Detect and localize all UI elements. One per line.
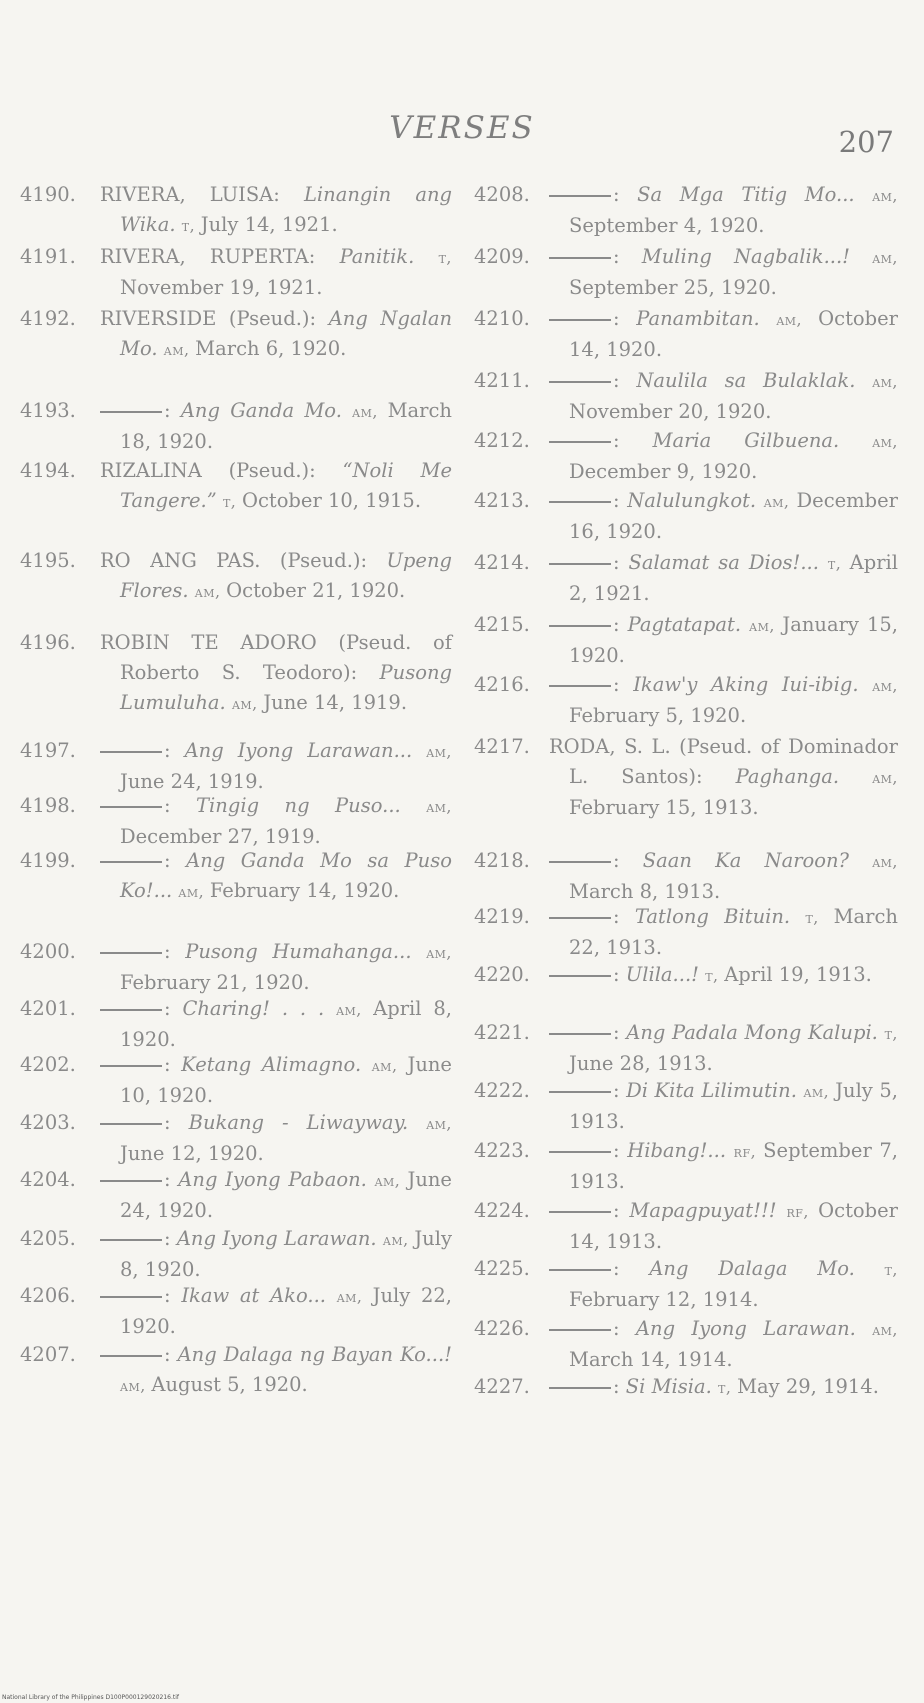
entry-title: Ketang Alimagno. <box>181 1053 372 1076</box>
page-number: 207 <box>838 125 894 159</box>
entry-date: October 14, 1920. <box>569 307 898 361</box>
entry-number: 4205. <box>20 1227 76 1250</box>
bibliography-entry: 4204. : Ang Iyong Pabaon. am, June 24, 1920. <box>20 1165 452 1226</box>
entry-source: t, <box>805 908 834 927</box>
entry-number: 4202. <box>20 1053 76 1076</box>
entry-number: 4193. <box>20 399 76 422</box>
ditto-dash <box>100 952 162 954</box>
entry-title: “Noli Me Tangere.” <box>120 459 452 512</box>
entry-date: June 12, 1920. <box>120 1142 264 1165</box>
bibliography-entry: 4208. : Sa Mga Titig Mo... am, September 4, 1920. <box>474 180 898 241</box>
ditto-dash <box>549 1329 611 1331</box>
entry-title: Muling Nagbalik...! <box>641 245 873 268</box>
bibliography-entry: 4199. : Ang Ganda Mo sa Puso Ko!... am, February 14, 1920. <box>20 846 452 907</box>
entry-title: Salamat sa Dios!... <box>628 551 828 574</box>
entry-source: t, <box>827 554 850 573</box>
entry-number: 4214. <box>474 551 530 574</box>
entry-title: Paghanga. <box>735 765 873 788</box>
entry-source: am, <box>872 432 898 451</box>
entry-date: March 14, 1914. <box>569 1348 733 1371</box>
bibliography-entry: 4226. : Ang Iyong Larawan. am, March 14, 1914. <box>474 1314 898 1375</box>
entry-number: 4212. <box>474 429 530 452</box>
entry-title: Ulila...! <box>625 963 706 986</box>
bibliography-entry: 4212. : Maria Gilbuena. am, December 9, 1920. <box>474 426 898 487</box>
entry-author: RIVERA, LUISA: <box>100 183 304 206</box>
entry-date: February 15, 1913. <box>569 796 759 819</box>
entry-number: 4208. <box>474 183 530 206</box>
entry-date: December 9, 1920. <box>569 460 758 483</box>
entry-number: 4223. <box>474 1139 530 1162</box>
entry-source: am, <box>374 1171 408 1190</box>
ditto-dash <box>100 751 162 753</box>
entry-date: July 8, 1920. <box>120 1227 452 1281</box>
entry-title: Naulila sa Bulaklak. <box>636 369 873 392</box>
entry-date: August 5, 1920. <box>151 1373 308 1396</box>
bibliography-entry: 4225. : Ang Dalaga Mo. t, February 12, 1914. <box>474 1254 898 1315</box>
ditto-dash <box>100 806 162 808</box>
entry-date: February 5, 1920. <box>569 704 747 727</box>
entry-number: 4201. <box>20 997 76 1020</box>
ditto-dash <box>549 1033 611 1035</box>
entry-date: April 8, 1920. <box>120 997 452 1051</box>
bibliography-entry: 4206. : Ikaw at Ako... am, July 22, 1920. <box>20 1281 452 1342</box>
entry-author: RIVERA, RUPERTA: <box>100 245 340 268</box>
bibliography-entry: 4211. : Naulila sa Bulaklak. am, November 20, 1920. <box>474 366 898 427</box>
entry-title: Mapagpuyat!!! <box>629 1199 787 1222</box>
entry-number: 4199. <box>20 849 76 872</box>
entry-title: Ang Ganda Mo. <box>180 399 353 422</box>
entry-number: 4196. <box>20 631 76 654</box>
entry-source: am, <box>763 492 797 511</box>
bibliography-entry: 4227. : Si Misia. t, May 29, 1914. <box>474 1372 898 1403</box>
entry-number: 4200. <box>20 940 76 963</box>
ditto-dash <box>100 1123 162 1125</box>
entry-title: Bukang - Liwayway. <box>188 1111 427 1134</box>
entry-date: October 10, 1915. <box>241 489 422 512</box>
entry-source: am, <box>872 768 898 787</box>
ditto-dash <box>100 411 162 413</box>
entry-title: Si Misia. <box>625 1375 719 1398</box>
entry-title: Pusong Humahanga... <box>185 940 427 963</box>
ditto-dash <box>100 1355 162 1357</box>
entry-number: 4216. <box>474 673 530 696</box>
entry-number: 4222. <box>474 1079 530 1102</box>
entry-title: Tingig ng Puso... <box>196 794 427 817</box>
bibliography-entry: 4193. : Ang Ganda Mo. am, March 18, 1920. <box>20 396 452 457</box>
ditto-dash <box>549 1091 611 1093</box>
entry-date: June 24, 1920. <box>120 1168 452 1222</box>
ditto-dash <box>549 381 611 383</box>
ditto-dash <box>549 861 611 863</box>
entry-title: Ikaw at Ako... <box>181 1284 337 1307</box>
entry-number: 4213. <box>474 489 530 512</box>
entry-number: 4203. <box>20 1111 76 1134</box>
entry-title: Hibang!... <box>627 1139 734 1162</box>
bibliography-entry: 4219. : Tatlong Bituin. t, March 22, 1913. <box>474 902 898 963</box>
bibliography-entry: 4215. : Pagtatapat. am, January 15, 1920. <box>474 610 898 671</box>
ditto-dash <box>549 1211 611 1213</box>
entry-source: am, <box>872 852 898 871</box>
ditto-dash <box>549 1269 611 1271</box>
ditto-dash <box>100 1239 162 1241</box>
entry-date: June 14, 1919. <box>263 691 408 714</box>
entry-date: December 27, 1919. <box>120 825 321 848</box>
ditto-dash <box>549 1387 611 1389</box>
entry-author: RODA, S. L. (Pseud. of Dominador L. Santos): <box>549 735 898 788</box>
bibliography-entry: 4198. : Tingig ng Puso... am, December 27, 1919. <box>20 791 452 852</box>
entry-source: am, <box>872 186 898 205</box>
bibliography-entry: 4203. : Bukang - Liwayway. am, June 12, 1920. <box>20 1108 452 1169</box>
entry-number: 4224. <box>474 1199 530 1222</box>
entry-title: Pagtatapat. <box>627 613 750 636</box>
entry-source: am, <box>872 372 898 391</box>
ditto-dash <box>100 1180 162 1182</box>
ditto-dash <box>549 563 611 565</box>
ditto-dash <box>549 1151 611 1153</box>
entry-date: September 25, 1920. <box>569 276 777 299</box>
ditto-dash <box>549 501 611 503</box>
entry-date: October 21, 1920. <box>226 579 406 602</box>
entry-date: June 10, 1920. <box>120 1053 452 1107</box>
bibliography-entry: 4220. : Ulila...! t, April 19, 1913. <box>474 960 898 991</box>
entry-number: 4190. <box>20 183 76 206</box>
entry-source: am, <box>231 694 264 713</box>
bibliography-entry: 4223. : Hibang!... rf, September 7, 1913. <box>474 1136 898 1197</box>
entry-number: 4220. <box>474 963 530 986</box>
entry-source: am, <box>426 797 452 816</box>
entry-date: February 14, 1920. <box>209 879 400 902</box>
entry-source: t, <box>884 1024 898 1043</box>
bibliography-entry <box>20 242 452 303</box>
ditto-dash <box>549 975 611 977</box>
entry-source: am, <box>749 616 783 635</box>
entry-date: June 24, 1919. <box>120 770 264 793</box>
entry-title: Sa Mga Titig Mo... <box>637 183 873 206</box>
scan-footer: National Library of the Philippines D100P000129020216.tif <box>2 1694 180 1701</box>
entry-date: November 20, 1920. <box>569 400 772 423</box>
entry-date: June 28, 1913. <box>569 1052 713 1075</box>
ditto-dash <box>549 441 611 443</box>
entry-source: t, <box>222 492 242 511</box>
bibliography-entry <box>20 456 452 517</box>
entry-source: am, <box>163 340 196 359</box>
entry-title: Ang Iyong Larawan... <box>184 739 427 762</box>
bibliography-entry: 4197. : Ang Iyong Larawan... am, June 24, 1919. <box>20 736 452 797</box>
entry-source: am, <box>872 248 898 267</box>
bibliography-entry: 4201. : Charing! . . . am, April 8, 1920. <box>20 994 452 1055</box>
entry-source: am, <box>426 742 452 761</box>
ditto-dash <box>100 1065 162 1067</box>
ditto-dash <box>100 861 162 863</box>
entry-source: t, <box>181 216 201 235</box>
entry-number: 4207. <box>20 1343 76 1366</box>
ditto-dash <box>549 917 611 919</box>
entry-date: March 22, 1913. <box>569 905 898 959</box>
entry-number: 4215. <box>474 613 530 636</box>
entry-number: 4217. <box>474 735 530 758</box>
entry-source: am, <box>426 1114 452 1133</box>
bibliography-entry: 4213. : Nalulungkot. am, December 16, 1920. <box>474 486 898 547</box>
entry-author: RO ANG PAS. (Pseud.): <box>100 549 387 572</box>
entry-date: March 8, 1913. <box>569 880 721 903</box>
entry-title: Ang Iyong Larawan. <box>635 1317 873 1340</box>
entry-number: 4221. <box>474 1021 530 1044</box>
entry-date: January 15, 1920. <box>569 613 898 667</box>
entry-date: April 19, 1913. <box>724 963 872 986</box>
running-head: VERSES <box>389 110 535 146</box>
entry-number: 4192. <box>20 307 76 330</box>
entry-title: Ang Ganda Mo sa Puso Ko!... <box>120 849 452 902</box>
entry-number: 4191. <box>20 245 76 268</box>
entry-source: am, <box>872 1320 898 1339</box>
entry-title: Panambitan. <box>636 307 777 330</box>
entry-number: 4197. <box>20 739 76 762</box>
entry-title: Ang Padala Mong Kalupi. <box>626 1021 885 1044</box>
entry-date: July 22, 1920. <box>120 1284 452 1338</box>
bibliography-entry: 4202. : Ketang Alimagno. am, June 10, 1920. <box>20 1050 452 1111</box>
entry-number: 4194. <box>20 459 76 482</box>
entry-title: Di Kita Lilimutin. <box>626 1079 804 1102</box>
ditto-dash <box>100 1009 162 1011</box>
bibliography-entry: 4205. : Ang Iyong Larawan. am, July 8, 1920. <box>20 1224 452 1285</box>
entry-title: Nalulungkot. <box>627 489 764 512</box>
entry-title: Ang Ngalan Mo. <box>120 307 452 360</box>
entry-source: rf, <box>786 1202 819 1221</box>
entry-number: 4226. <box>474 1317 530 1340</box>
entry-date: October 14, 1913. <box>569 1199 898 1253</box>
entry-title: Saan Ka Naroon? <box>642 849 873 872</box>
bibliography-entry: 4210. : Panambitan. am, October 14, 1920. <box>474 304 898 365</box>
bibliography-entry: 4221. : Ang Padala Mong Kalupi. t, June 28, 1913. <box>474 1018 898 1079</box>
entry-date: February 21, 1920. <box>120 971 310 994</box>
entry-source: am, <box>382 1230 415 1249</box>
entry-title: Maria Gilbuena. <box>652 429 873 452</box>
entry-author: RIVERSIDE (Pseud.): <box>100 307 329 330</box>
entry-title: Ang Dalaga Mo. <box>649 1257 885 1280</box>
entry-source: t, <box>438 248 452 267</box>
entry-date: December 16, 1920. <box>569 489 898 543</box>
entry-number: 4195. <box>20 549 76 572</box>
bibliography-entry: 4218. : Saan Ka Naroon? am, March 8, 1913. <box>474 846 898 907</box>
entry-source: t, <box>705 966 725 985</box>
entry-author: RIZALINA (Pseud.): <box>100 459 343 482</box>
entry-number: 4210. <box>474 307 530 330</box>
entry-title: Ang Dalaga ng Bayan Ko...! <box>177 1343 452 1366</box>
entry-date: September 7, 1913. <box>569 1139 898 1193</box>
entry-date: April 2, 1921. <box>569 551 898 605</box>
entry-source: t, <box>884 1260 898 1279</box>
entry-number: 4218. <box>474 849 530 872</box>
entry-title: Ang Iyong Pabaon. <box>178 1168 375 1191</box>
entry-source: t, <box>718 1378 738 1397</box>
entry-number: 4204. <box>20 1168 76 1191</box>
entry-source: am, <box>803 1082 836 1101</box>
entry-source: am, <box>336 1000 374 1019</box>
entry-source: am, <box>872 676 898 695</box>
entry-date: May 29, 1914. <box>737 1375 879 1398</box>
bibliography-entry <box>20 546 452 607</box>
bibliography-entry: 4216. : Ikaw'y Aking Iui-ibig. am, February 5, 1920. <box>474 670 898 731</box>
entry-number: 4211. <box>474 369 530 392</box>
entry-date: March 18, 1920. <box>120 399 452 453</box>
ditto-dash <box>549 685 611 687</box>
entry-title: Pusong Lumuluha. <box>120 661 452 714</box>
entry-title: Ikaw'y Aking Iui-ibig. <box>633 673 873 696</box>
bibliography-entry: 4209. : Muling Nagbalik...! am, September 25, 1920. <box>474 242 898 303</box>
entry-source: am, <box>371 1056 408 1075</box>
entry-title: Ang Iyong Larawan. <box>176 1227 383 1250</box>
ditto-dash <box>549 257 611 259</box>
entry-title: Tatlong Bituin. <box>634 905 806 928</box>
bibliography-entry: 4200. : Pusong Humahanga... am, February 21, 1920. <box>20 937 452 998</box>
entry-title: Linangin ang Wika. <box>120 183 453 236</box>
bibliography-entry <box>20 628 452 719</box>
bibliography-entry: 4222. : Di Kita Lilimutin. am, July 5, 1913. <box>474 1076 898 1137</box>
entry-title: Charing! . . . <box>182 997 337 1020</box>
entry-date: November 19, 1921. <box>120 276 323 299</box>
entry-title: Panitik. <box>339 245 439 268</box>
entry-source: am, <box>352 402 388 421</box>
bibliography-entry <box>20 180 452 241</box>
entry-source: am, <box>178 882 210 901</box>
entry-source: am, <box>776 310 819 329</box>
entry-date: July 14, 1921. <box>200 213 338 236</box>
ditto-dash <box>100 1296 162 1298</box>
entry-source: am, <box>336 1287 373 1306</box>
entry-date: February 12, 1914. <box>569 1288 759 1311</box>
entry-number: 4227. <box>474 1375 530 1398</box>
bibliography-entry: 4214. : Salamat sa Dios!... t, April 2, 1921. <box>474 548 898 609</box>
entry-date: March 6, 1920. <box>195 337 347 360</box>
ditto-dash <box>549 195 611 197</box>
entry-title: Upeng Flores. <box>120 549 452 602</box>
entry-number: 4225. <box>474 1257 530 1280</box>
bibliography-entry <box>20 304 452 365</box>
entry-source: am, <box>426 943 452 962</box>
entry-date: July 5, 1913. <box>569 1079 898 1133</box>
ditto-dash <box>549 319 611 321</box>
entry-author: ROBIN TE ADORO (Pseud. of Roberto S. Teodoro): <box>100 631 452 684</box>
entry-number: 4206. <box>20 1284 76 1307</box>
bibliography-entry <box>474 732 898 823</box>
entry-number: 4219. <box>474 905 530 928</box>
entry-date: September 4, 1920. <box>569 214 765 237</box>
bibliography-entry: 4224. : Mapagpuyat!!! rf, October 14, 1913. <box>474 1196 898 1257</box>
entry-number: 4198. <box>20 794 76 817</box>
entry-number: 4209. <box>474 245 530 268</box>
entry-source: am, <box>194 582 227 601</box>
bibliography-entry: 4207. : Ang Dalaga ng Bayan Ko...! am, August 5, 1920. <box>20 1340 452 1401</box>
ditto-dash <box>549 625 611 627</box>
entry-source: rf, <box>733 1142 764 1161</box>
entry-source: am, <box>120 1376 152 1395</box>
